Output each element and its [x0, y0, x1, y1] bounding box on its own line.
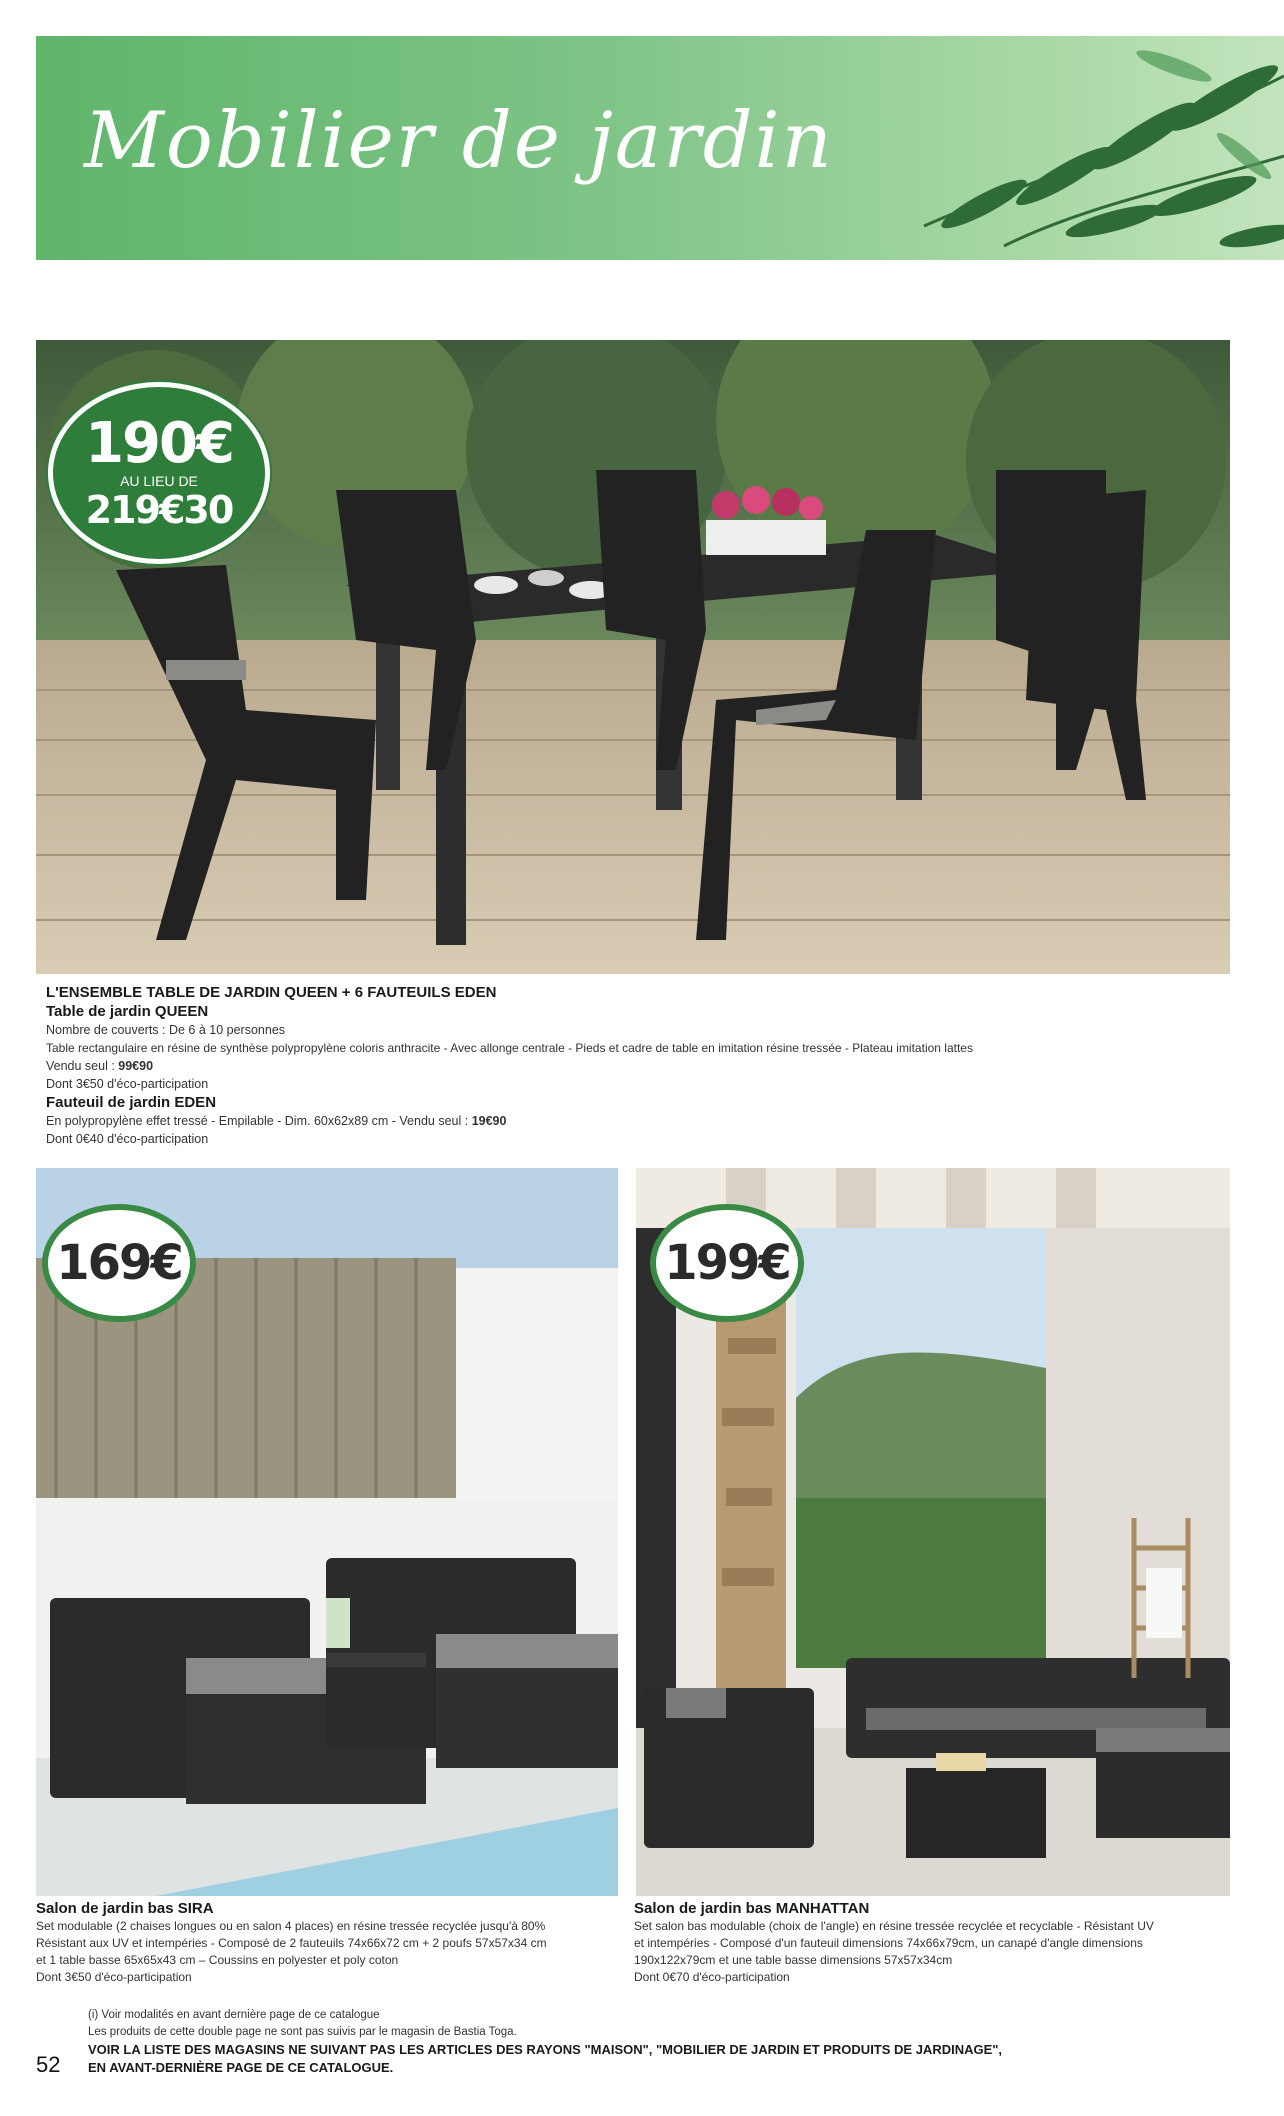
page-number: 52	[36, 2052, 61, 2077]
table-eco-participation: Dont 3€50 d'éco-participation	[46, 1077, 209, 1091]
manhattan-desc-line1: Set salon bas modulable (choix de l'angle) en résine tressée recyclée et recyclable - Résistant UV	[634, 1919, 1154, 1933]
chair-price: 19€90	[471, 1114, 507, 1128]
price-badge-manhattan	[650, 1204, 804, 1322]
product-name-table-queen: Table de jardin QUEEN	[46, 1003, 209, 1020]
chair-eco-participation: Dont 0€40 d'éco-participation	[46, 1132, 209, 1146]
sira-desc-line1: Set modulable (2 chaises longues ou en salon 4 places) en résine tressée recyclée jusqu'à 80%	[36, 1919, 546, 1933]
footer-note-catalogue: EN AVANT-DERNIÈRE PAGE DE CE CATALOGUE.	[88, 2060, 394, 2075]
price-manhattan: 199€	[664, 1235, 790, 1291]
manhattan-eco-participation: Dont 0€70 d'éco-participation	[634, 1970, 790, 1984]
manhattan-desc-line3: 190x122x79cm et une table basse dimensions 57x57x34cm	[634, 1953, 953, 1967]
chair-description-line	[46, 1113, 506, 1129]
header-banner	[36, 36, 1284, 260]
product-title-queen-set: L'ENSEMBLE TABLE DE JARDIN QUEEN + 6 FAUTEUILS EDEN	[46, 984, 497, 1001]
sira-desc-line3: et 1 table basse 65x65x43 cm – Coussins en polyester et poly coton	[36, 1953, 399, 1967]
table-price-label: Vendu seul :	[46, 1059, 119, 1073]
product-title-manhattan: Salon de jardin bas MANHATTAN	[634, 1900, 870, 1917]
table-description: Table rectangulaire en résine de synthèse polypropylène coloris anthracite - Avec allonge centrale - Pieds et cadre de table en imitation résine tressée - Plateau imitation lattes	[46, 1041, 973, 1055]
chair-description: En polypropylène effet tressé - Empilable - Dim. 60x62x89 cm - Vendu seul :	[46, 1114, 472, 1128]
footer-note-store-list: VOIR LA LISTE DES MAGASINS NE SUIVANT PAS LES ARTICLES DES RAYONS "MAISON", "MOBILIER DE JARDIN ET PRODUITS DE JARDINAGE",	[88, 2042, 1003, 2057]
table-price-line	[46, 1058, 153, 1074]
sira-eco-participation: Dont 3€50 d'éco-participation	[36, 1970, 192, 1984]
price-badge-sira	[42, 1204, 196, 1322]
sira-desc-line2: Résistant aux UV et intempéries - Composé de 2 fauteuils 74x66x72 cm + 2 poufs 57x57x34 cm	[36, 1936, 547, 1950]
table-covers: Nombre de couverts : De 6 à 10 personnes	[46, 1023, 286, 1037]
manhattan-desc-line2: et intempéries - Composé d'un fauteuil dimensions 74x66x79cm, un canapé d'angle dimensions	[634, 1936, 1143, 1950]
product-name-chair-eden: Fauteuil de jardin EDEN	[46, 1094, 217, 1111]
leaves-decoration-icon	[864, 36, 1284, 260]
price-badge-queen-set	[48, 382, 270, 564]
product-title-sira: Salon de jardin bas SIRA	[36, 1900, 214, 1917]
price-note: AU LIEU DE	[120, 473, 198, 489]
table-price: 99€90	[118, 1059, 154, 1073]
footer-note-bastia: Les produits de cette double page ne sont pas suivis par le magasin de Bastia Toga.	[88, 2026, 517, 2038]
page-title: Mobilier de jardin	[84, 96, 834, 186]
price-current: 190€	[85, 411, 233, 476]
price-old: 219€30	[85, 488, 233, 532]
footer-note-modalites: (i) Voir modalités en avant dernière page de ce catalogue	[88, 2009, 380, 2021]
price-sira: 169€	[56, 1235, 182, 1291]
